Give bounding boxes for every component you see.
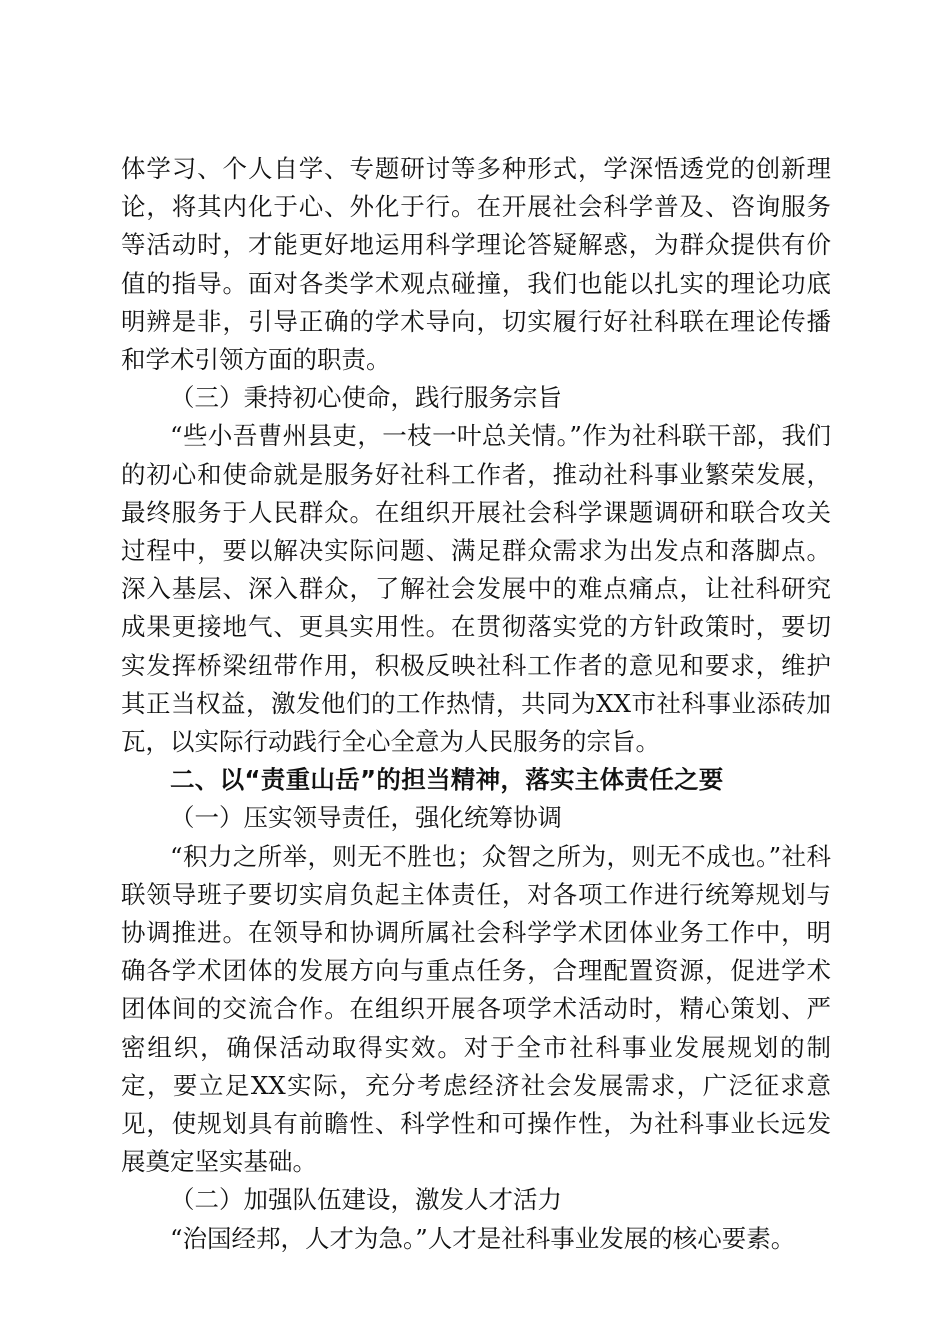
paragraph-2-1: “积力之所举，则无不胜也；众智之所为，则无不成也。”社科联领导班子要切实肩负起主体责任，对各项工作进行统筹规划与协调推进。在领导和协调所属社会科学学术团体业务工作中，明确各学术团体的发展方向与重点任务，合理配置资源，促进学术团体间的交流合作。在组织开展各项学术活动时，精心策划、严密组织，确保活动取得实效。对于全市社科事业发展规划的制定，要立足XX实际，充分考虑经济社会发展需求，广泛征求意见，使规划具有前瞻性、科学性和可操作性，为社科事业长远发展奠定坚实基础。 (121, 841, 831, 1177)
paragraph-continued: 体学习、个人自学、专题研讨等多种形式，学深悟透党的创新理论，将其内化于心、外化于行。在开展社会科学普及、咨询服务等活动时，才能更好地运用科学理论答疑解惑，为群众提供有价值的指导。面对各类学术观点碰撞，我们也能以扎实的理论功底明辨是非，引导正确的学术导向，切实履行好社科联在理论传播和学术引领方面的职责。 (121, 154, 831, 375)
paragraph-3: “些小吾曹州县吏，一枝一叶总关情。”作为社科联干部，我们的初心和使命就是服务好社科工作者，推动社科事业繁荣发展，最终服务于人民群众。在组织开展社会科学课题调研和联合攻关过程中，要以解决实际问题、满足群众需求为出发点和落脚点。深入基层、深入群众，了解社会发展中的难点痛点，让社科研究成果更接地气、更具实用性。在贯彻落实党的方针政策时，要切实发挥桥梁纽带作用，积极反映社科工作者的意见和要求，维护其正当权益，激发他们的工作热情，共同为XX市社科事业添砖加瓦，以实际行动践行全心全意为人民服务的宗旨。 (121, 421, 831, 757)
subheading-3: （三）秉持初心使命，践行服务宗旨 (170, 383, 562, 413)
subheading-2-2: （二）加强队伍建设，激发人才活力 (170, 1185, 562, 1215)
paragraph-2-2: “治国经邦，人才为急。”人才是社科事业发展的核心要素。 (170, 1223, 796, 1253)
section-heading-2: 二、以“责重山岳”的担当精神，落实主体责任之要 (170, 765, 724, 795)
document-body (121, 150, 831, 1258)
subheading-2-1: （一）压实领导责任，强化统筹协调 (170, 803, 562, 833)
